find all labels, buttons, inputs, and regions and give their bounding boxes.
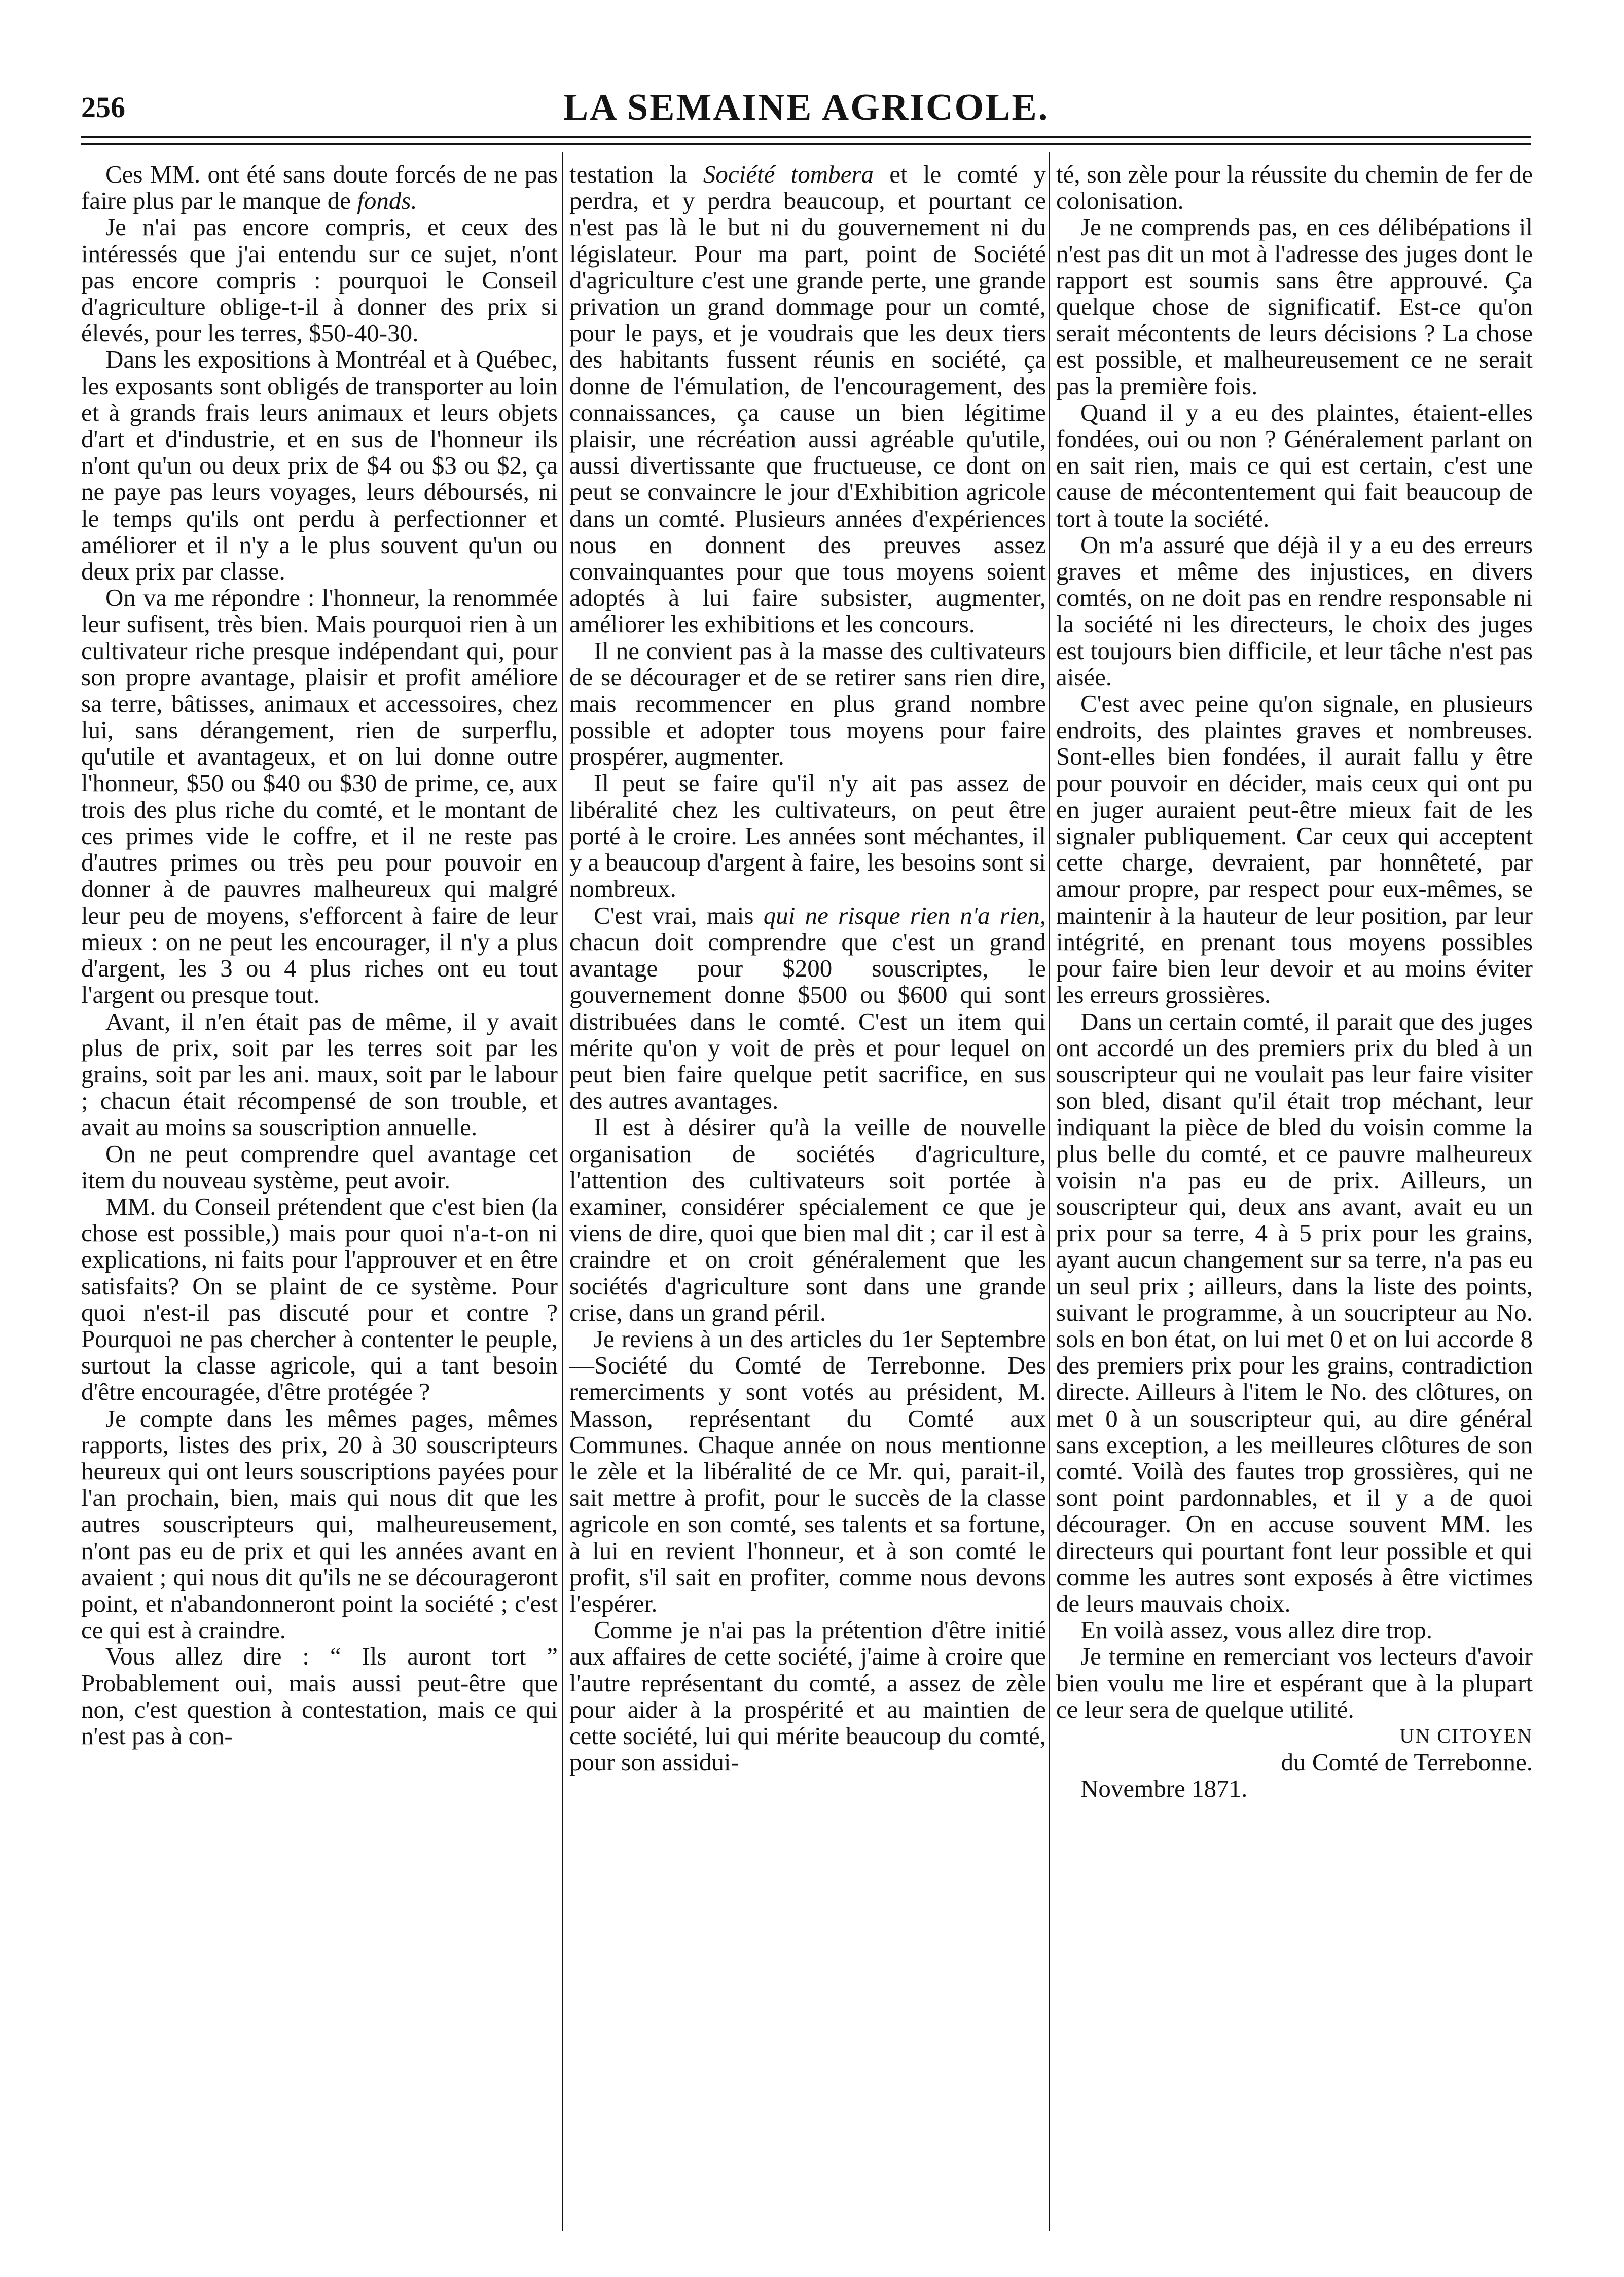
column-divider <box>562 152 563 2231</box>
paragraph: Je termine en remerciant vos lecteurs d'avoir bien voulu me lire et espérant que à la plupart ce leur sera de quelque utilité. <box>1056 1642 1533 1723</box>
newspaper-title: LA SEMAINE AGRICOLE. <box>563 87 1050 128</box>
paragraph: Dans les expositions à Montréal et à Québec, les exposants sont obligés de transporter au loin et à grands frais leurs animaux et leurs objets d'art et d'industrie, et en sus de l'honneur ils n'ont qu'un ou deux prix de $4 ou $3 ou $2, ça ne paye pas leurs voyages, leurs déboursés, ni le temps qu'ils ont perdu à perfectionner et améliorer et il n'y a le plus souvent qu'un ou deux prix par classe. <box>81 345 558 586</box>
paragraph: On va me répondre : l'honneur, la renommée leur sufisent, très bien. Mais pourquoi rien à un cultivateur riche presque indépendant qui, pour son propre avantage, plaisir et profit améliore sa terre, bâtisses, animaux et accessoires, chez lui, sans dérangement, rien de surperflu, qu'utile et avantageux, et on lui donne outre l'honneur, $50 ou $40 ou $30 de prime, ce, aux trois des plus riche du comté, et le montant de ces primes vide le coffre, et il ne reste pas d'autres primes ou très peu pour pouvoir en donner à de pauvres malheureux qui malgré leur peu de moyens, s'efforcent à faire de leur mieux : on ne peut les encourager, il n'y a plus d'argent, les 3 ou 4 plus riches ont eu tout l'argent ou presque tout. <box>81 584 558 1009</box>
page-header <box>81 86 1531 132</box>
signature-date: Novembre 1871. <box>1080 1775 1248 1803</box>
paragraph: Comme je n'ai pas la prétention d'être initié aux affaires de cette société, j'aime à croire que l'autre représentant du comté, a assez de zèle pour aider à la prospérité et au maintien de cette société, lui qui mérite beaucoup du comté, pour son assidui- <box>569 1616 1046 1777</box>
paragraph: Il est à désirer qu'à la veille de nouvelle organisation de sociétés d'agriculture, l'attention des cultivateurs soit portée à examiner, considérer spécialement ce que je viens de dire, quoi que bien mal dit ; car il est à craindre et on croit généralement que les sociétés d'agriculture sont dans une grande crise, dans un grand péril. <box>569 1113 1046 1326</box>
paragraph: Vous allez dire : “ Ils auront tort ” Probablement oui, mais aussi peut-être que non, c'est question à contestation, mais ce qui n'est pas à con- <box>81 1642 558 1750</box>
paragraph: MM. du Conseil prétendent que c'est bien (la chose est possible,) mais pour quoi n'a-t-on ni explications, ni faits pour l'approuver et en être satisfaits? On se plaint de ce système. Pour quoi n'est-il pas discuté pour et contre ? Pourquoi ne pas chercher à contenter le peuple, surtout la classe agricole, qui a tant besoin d'être encouragée, d'être protégée ? <box>81 1192 558 1406</box>
header-rule <box>81 136 1531 138</box>
paragraph: Avant, il n'en était pas de même, il y avait plus de prix, soit par les terres soit par les grains, soit par les ani. maux, soit par le labour ; chacun était récompensé de son trouble, et avait au moins sa souscription annuelle. <box>81 1007 558 1141</box>
paragraph: On ne peut comprendre quel avantage cet item du nouveau système, peut avoir. <box>81 1139 558 1194</box>
paragraph: Il ne convient pas à la masse des cultivateurs de se décourager et de se retirer sans rien dire, mais recommencer en plus grand nombre possible et adopter tous moyens pour faire prospérer, augmenter. <box>569 636 1046 771</box>
paragraph: En voilà assez, vous allez dire trop. <box>1080 1616 1432 1644</box>
header-rule-thin <box>81 143 1531 145</box>
paragraph: Je compte dans les mêmes pages, mêmes rapports, listes des prix, 20 à 30 souscripteurs heureux qui ont leurs souscriptions payées pour l'an prochain, bien, mais qui nous dit que les autres souscripteurs qui, malheureusement, n'ont pas eu de prix et qui les années avant en avaient ; qui nous dit qu'ils ne se décourageront point, et n'abandonneront point la société ; c'est ce qui est à craindre. <box>81 1404 558 1644</box>
article-column-1 <box>81 161 558 1749</box>
paragraph: C'est avec peine qu'on signale, en plusieurs endroits, des plaintes graves et nombreuses. Sont-elles bien fondées, il aurait fallu y être pour pouvoir en décider, mais ceux qui ont pu en juger auraient peut-être mieux fait de les signaler publiquement. Car ceux qui acceptent cette charge, devraient, par honnêteté, par amour propre, par respect pour eux-mêmes, se maintenir à la hauteur de leur position, par leur intégrité, en prenant tous moyens possibles pour faire bien leur devoir et au moins éviter les erreurs grossières. <box>1056 690 1533 1009</box>
paragraph: On m'a assuré que déjà il y a eu des erreurs graves et même des injustices, en divers comtés, on ne doit pas en rendre responsable ni la société ni les directeurs, le choix des juges est toujours bien difficile, et leur tâche n'est pas aisée. <box>1056 530 1533 691</box>
paragraph: té, son zèle pour la réussite du chemin de fer de colonisation. <box>1056 160 1533 215</box>
paragraph: Je reviens à un des articles du 1er Septembre—Société du Comté de Terrebonne. Des remerciments y sont votés au président, M. Masson, représentant du Comté aux Communes. Chaque année on nous mentionne le zèle et la libéralité de ce Mr. qui, parait-il, sait mettre à profit, pour le succès de la classe agricole en son comté, ses talents et sa fortune, à lui en revient l'honneur, et à son comté le profit, s'il sait en profiter, comme nous devons l'espérer. <box>569 1324 1046 1617</box>
page-number: 256 <box>81 91 125 124</box>
signature: UN CITOYEN <box>1399 1724 1533 1747</box>
paragraph: testation la Société tombera et le comté y perdra, et y perdra beaucoup, et pourtant ce n'est pas là le but ni du gouvernement ni du législateur. Pour ma part, point de Société d'agriculture c'est une grande perte, une grande privation un grand dommage pour un comté, pour le pays, et je voudrais que les deux tiers des habitants fussent réunis en société, ça donne de l'émulation, de l'encouragement, des connaissances, ça cause un bien légitime plaisir, une récréation aussi agréable qu'utile, aussi divertissante que fructueuse, ce dont on peut se convaincre le jour d'Exhibition agricole dans un comté. Plusieurs années d'expériences nous en donnent des preuves assez convainquantes pour que tous moyens soient adoptés à lui faire subsister, augmenter, améliorer les exhibitions et les concours. <box>569 160 1046 638</box>
paragraph: Ces MM. ont été sans doute forcés de ne pas faire plus par le manque de fonds. <box>81 160 558 215</box>
article-column-2 <box>569 161 1046 1776</box>
article-column-3 <box>1056 161 1533 1802</box>
paragraph: C'est vrai, mais qui ne risque rien n'a rien, chacun doit comprendre que c'est un grand avantage pour $200 souscriptes, le gouvernement donne $500 ou $600 qui sont distribuées dans le comté. C'est un item qui mérite qu'on y voit de près et pour lequel on peut bien faire quelque petit sacrifice, en sus des autres avantages. <box>569 901 1046 1115</box>
signature-place: du Comté de Terrebonne. <box>1281 1748 1533 1777</box>
paragraph: Quand il y a eu des plaintes, étaient-elles fondées, oui ou non ? Généralement parlant on en sait rien, mais ce qui est certain, c'est une cause de mécontentement qui fait beaucoup de tort à toute la société. <box>1056 398 1533 532</box>
paragraph: Je ne comprends pas, en ces délibépations il n'est pas dit un mot à l'adresse des juges dont le rapport est soumis sans être approuvé. Ça quelque chose de significatif. Est-ce qu'on serait mécontents de leurs décisions ? La chose est possible, et malheureusement ce ne serait pas la première fois. <box>1056 213 1533 400</box>
column-divider <box>1049 152 1050 2231</box>
paragraph: Il peut se faire qu'il n'y ait pas assez de libéralité chez les cultivateurs, on peut être porté à le croire. Les années sont méchantes, il y a beaucoup d'argent à faire, les besoins sont si nombreux. <box>569 769 1046 903</box>
paragraph: Dans un certain comté, il parait que des juges ont accordé un des premiers prix du bled à un souscripteur qui ne voulait pas leur faire visiter son bled, disant qu'il était trop méchant, leur indiquant la pièce de bled du voisin comme la plus belle du comté, et ce pauvre malheureux voisin n'a pas eu de prix. Ailleurs, un souscripteur qui, deux ans avant, avait eu un prix pour sa terre, 4 à 5 prix pour les grains, ayant aucun changement sur sa terre, n'a pas eu un seul prix ; ailleurs, dans la liste des points, suivant le programme, à un soucripteur au No. sols en bon état, on lui met 0 et on lui accorde 8 des premiers prix pour les grains, contradiction directe. Ailleurs à l'item le No. des clôtures, on met 0 à un souscripteur qui, au dire général sans exception, a les meilleures clôtures de son comté. Voilà des fautes trop grossières, qui ne sont point pardonnables, et il y a de quoi décourager. On en accuse souvent MM. les directeurs qui pourtant font leur possible et qui comme les autres sont exposés à être victimes de leurs mauvais choix. <box>1056 1007 1533 1617</box>
paragraph: Je n'ai pas encore compris, et ceux des intéressés que j'ai entendu sur ce sujet, n'ont pas encore compris : pourquoi le Conseil d'agriculture oblige-t-il à donner des prix si élevés, pour les terres, $50-40-30. <box>81 213 558 347</box>
